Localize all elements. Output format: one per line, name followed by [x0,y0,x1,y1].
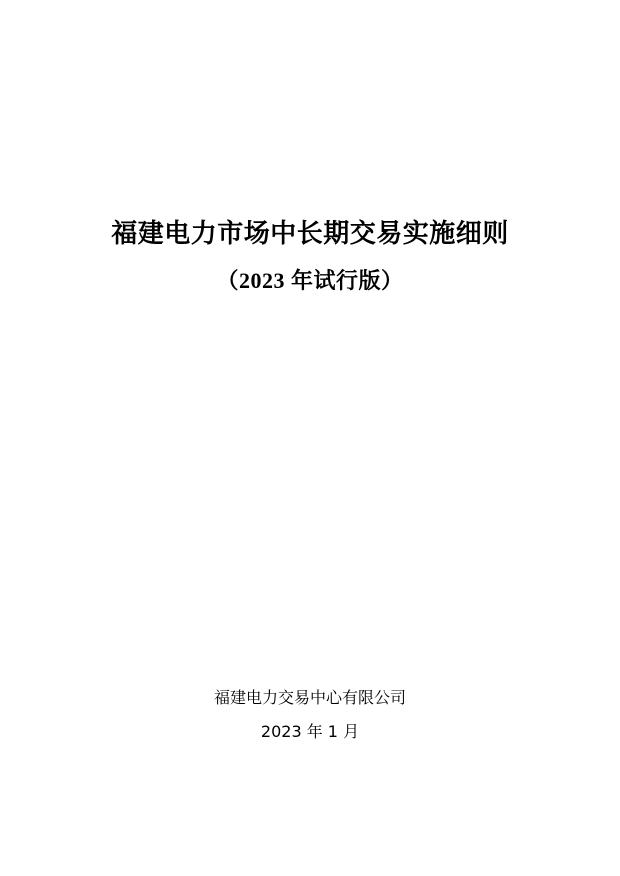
document-subtitle: （2023 年试行版） [216,267,404,293]
document-title: 福建电力市场中长期交易实施细则 [111,219,509,248]
issue-date: 2023 年 1 月 [260,722,360,741]
title-block [0,218,620,295]
publisher-block [0,686,620,744]
issuer-name: 福建电力交易中心有限公司 [213,688,406,707]
